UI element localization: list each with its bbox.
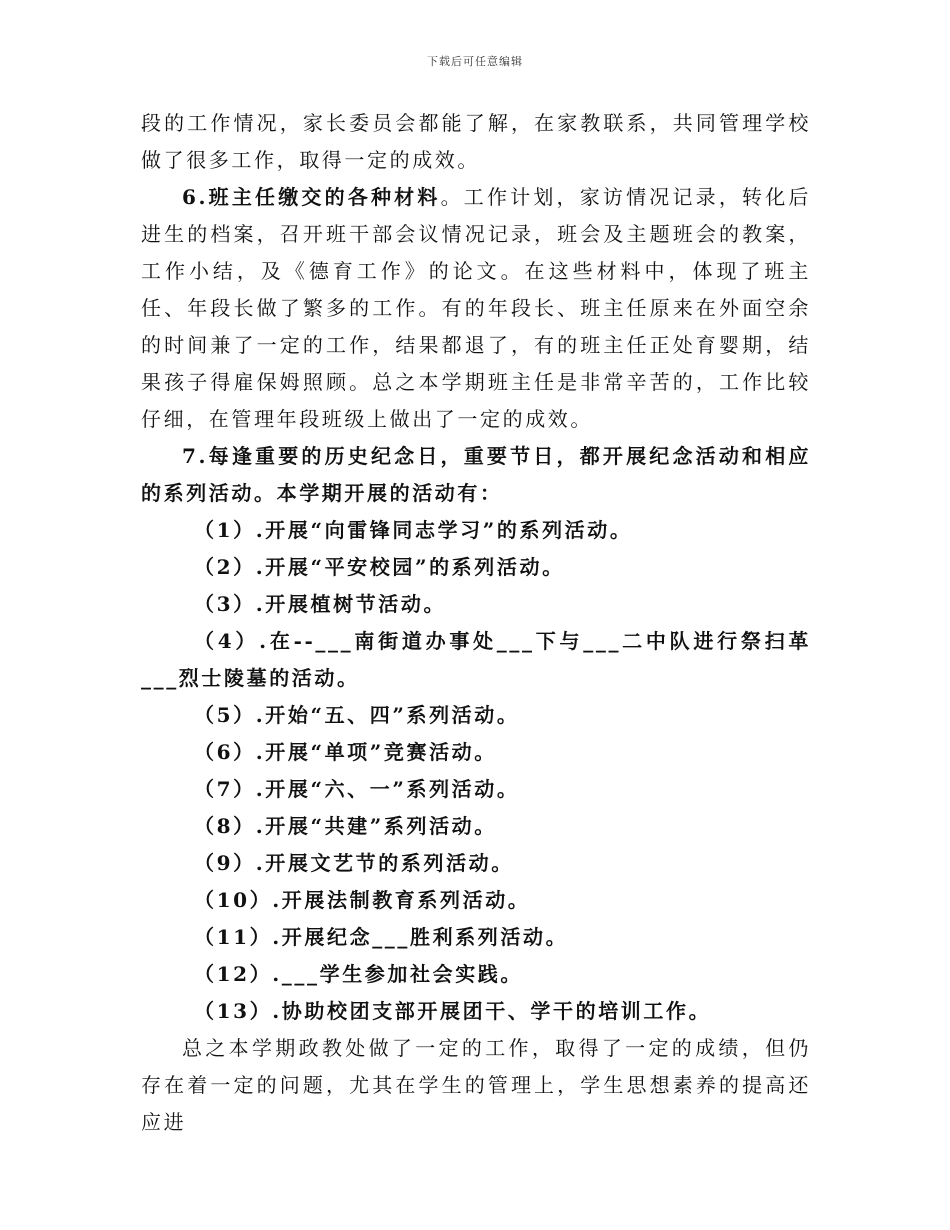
activity-item-11: （11）.开展纪念___胜利系列活动。 xyxy=(194,925,569,949)
activity-item-7: （7）.开展“六、一”系列活动。 xyxy=(194,777,520,801)
summary-paragraph: 总之本学期政教处做了一定的工作，取得了一定的成绩，但仍存在着一定的问题，尤其在学生的管理上，学生思想素养的提高还应进 xyxy=(141,1036,811,1134)
activity-item-6: （6）.开展“单项”竞赛活动。 xyxy=(194,740,497,764)
section-6-text: 。工作计划，家访情况记录，转化后进生的档案，召开班干部会议情况记录，班会及主题班会的教案，工作小结，及《德育工作》的论文。在这些材料中，体现了班主任、年段长做了繁多的工作。有的年段长、班主任原来在外面空余的时间兼了一定的工作，结果都退了，有的班主任正处育婴期，结果孩子得雇保姆照顾。总之本学期班主任是非常辛苦的，工作比较仔细，在管理年段班级上做出了一定的成效。 xyxy=(141,185,811,431)
activity-item-10: （10）.开展法制教育系列活动。 xyxy=(194,888,531,912)
section-6-heading: 6.班主任缴交的各种材料 xyxy=(182,185,441,209)
activity-item-1: （1）.开展“向雷锋同志学习”的系列活动。 xyxy=(194,518,633,542)
activity-item-4: （4）.在--___南街道办事处___下与___二中队进行祭扫革___烈士陵墓的活动。 xyxy=(141,629,811,690)
intro-paragraph: 段的工作情况，家长委员会都能了解，在家教联系，共同管理学校做了很多工作，取得一定的成效。 xyxy=(141,111,811,172)
document-body xyxy=(141,105,811,1141)
activity-item-9: （9）.开展文艺节的系列活动。 xyxy=(194,851,514,875)
page-header: 下载后可任意编辑 xyxy=(427,55,523,68)
activity-item-8: （8）.开展“共建”系列活动。 xyxy=(194,814,497,838)
activity-item-3: （3）.开展植树节活动。 xyxy=(194,592,447,616)
section-6-paragraph xyxy=(141,179,811,438)
activity-item-5: （5）.开始“五、四”系列活动。 xyxy=(194,703,520,727)
activity-item-13: （13）.协助校团支部开展团干、学干的培训工作。 xyxy=(194,999,712,1023)
activity-item-12: （12）.___学生参加社会实践。 xyxy=(194,962,523,986)
section-7-heading: 7.每逢重要的历史纪念日，重要节日，都开展纪念活动和相应的系列活动。本学期开展的活动有： xyxy=(141,444,811,505)
activity-item-2: （2）.开展“平安校园”的系列活动。 xyxy=(194,555,565,579)
